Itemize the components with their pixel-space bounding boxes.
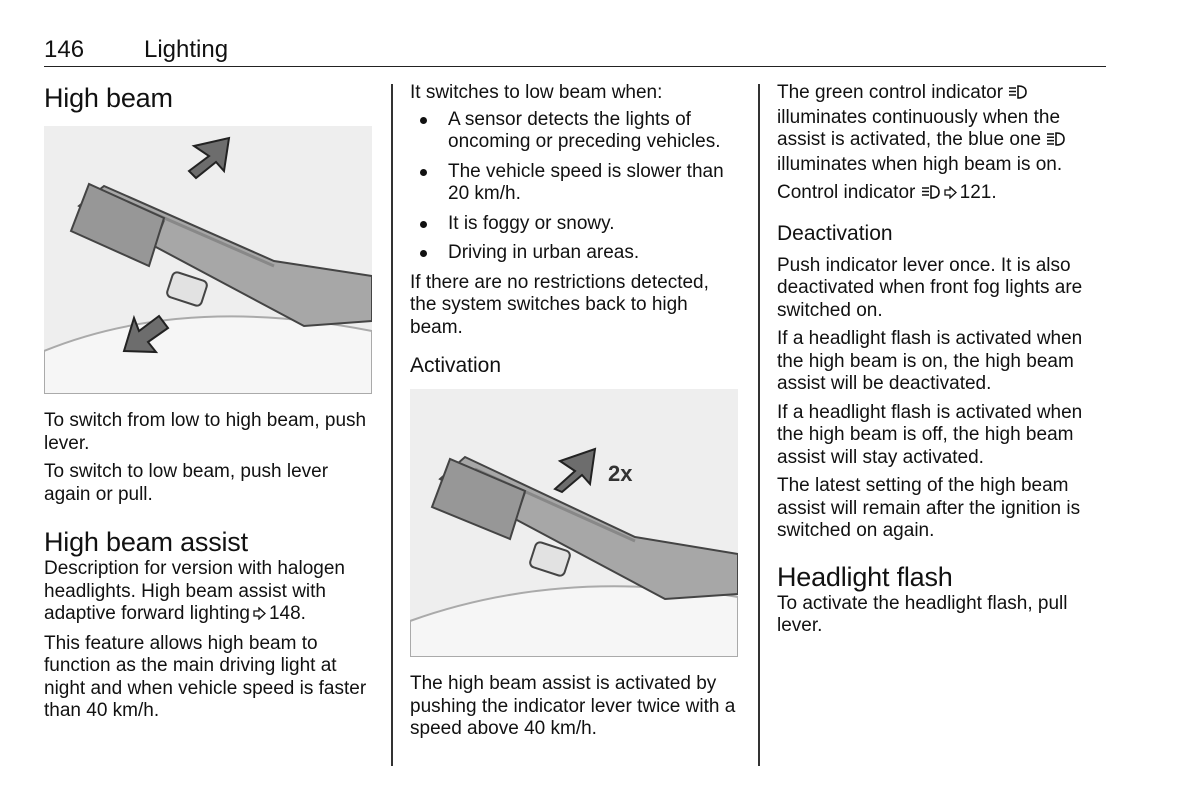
page-header	[44, 34, 1106, 67]
paragraph-switch-to-high: To switch from low to high beam, push lever.	[44, 410, 367, 454]
paragraph-push-once: Push indicator lever once. It is also deactivated when front fog lights are switched on.	[777, 254, 1083, 321]
paragraph-headlight-flash: To activate the headlight flash, pull lever.	[777, 592, 1068, 636]
paragraph-control-indicators: The green control indicator illuminates continuously when the assist is activated, the blue one illuminates when high beam is on.	[777, 82, 1105, 176]
press-twice-label: 2x	[608, 461, 633, 486]
paragraph-activation: The high beam assist is activated by pushing the indicator lever twice with a speed above 40 km/h.	[410, 673, 736, 739]
paragraph-feature-description: This feature allows high beam to function as the main driving light at night and when vehicle speed is faster than 40 km/h.	[44, 632, 367, 721]
list-item: A sensor detects the lights of oncoming or preceding vehicles.	[410, 109, 738, 154]
paragraph-control-indicator-ref: Control indicator 121.	[777, 182, 1105, 207]
paragraph-flash-high-on: If a headlight flash is activated when the high beam is on, the high beam assist will be deactivated.	[777, 328, 1083, 394]
paragraph-switch-to-low: To switch to low beam, push lever again or pull.	[44, 461, 329, 505]
column-divider	[391, 84, 393, 766]
paragraph-halogen-version: Description for version with halogen headlights. High beam assist with adaptive forward lighting 148.	[44, 558, 372, 627]
paragraph-switches-intro: It switches to low beam when:	[410, 82, 663, 103]
list-item: It is foggy or snowy.	[410, 213, 738, 236]
lever-activation-illustration	[410, 389, 738, 657]
page-reference: 148.	[268, 603, 306, 624]
page-reference: 121.	[959, 182, 997, 203]
list-item: Driving in urban areas.	[410, 242, 738, 265]
heading-activation: Activation	[410, 354, 502, 377]
column-2	[410, 82, 738, 747]
section-title: Lighting	[144, 36, 229, 63]
column-1	[44, 82, 372, 729]
reference-arrow-icon	[944, 183, 957, 206]
heading-deactivation: Deactivation	[777, 221, 893, 245]
column-3	[777, 82, 1105, 644]
column-divider	[758, 84, 760, 766]
high-beam-icon	[1046, 131, 1066, 154]
high-beam-assist-icon	[1008, 84, 1028, 107]
heading-high-beam-assist: High beam assist	[44, 527, 248, 557]
high-beam-assist-icon	[921, 184, 941, 207]
paragraph-latest-setting: The latest setting of the high beam assist will remain after the ignition is switched on again.	[777, 475, 1081, 541]
reference-arrow-icon	[253, 604, 266, 627]
heading-high-beam: High beam	[44, 83, 173, 113]
page-number: 146	[44, 36, 85, 63]
conditions-list	[410, 109, 738, 265]
paragraph-flash-high-off: If a headlight flash is activated when the high beam is off, the high beam assist will stay activated.	[777, 401, 1083, 468]
heading-headlight-flash: Headlight flash	[777, 561, 953, 592]
paragraph-no-restrictions: If there are no restrictions detected, the system switches back to high beam.	[410, 271, 709, 338]
lever-push-pull-illustration	[44, 126, 372, 394]
list-item: The vehicle speed is slower than 20 km/h.	[410, 161, 738, 206]
